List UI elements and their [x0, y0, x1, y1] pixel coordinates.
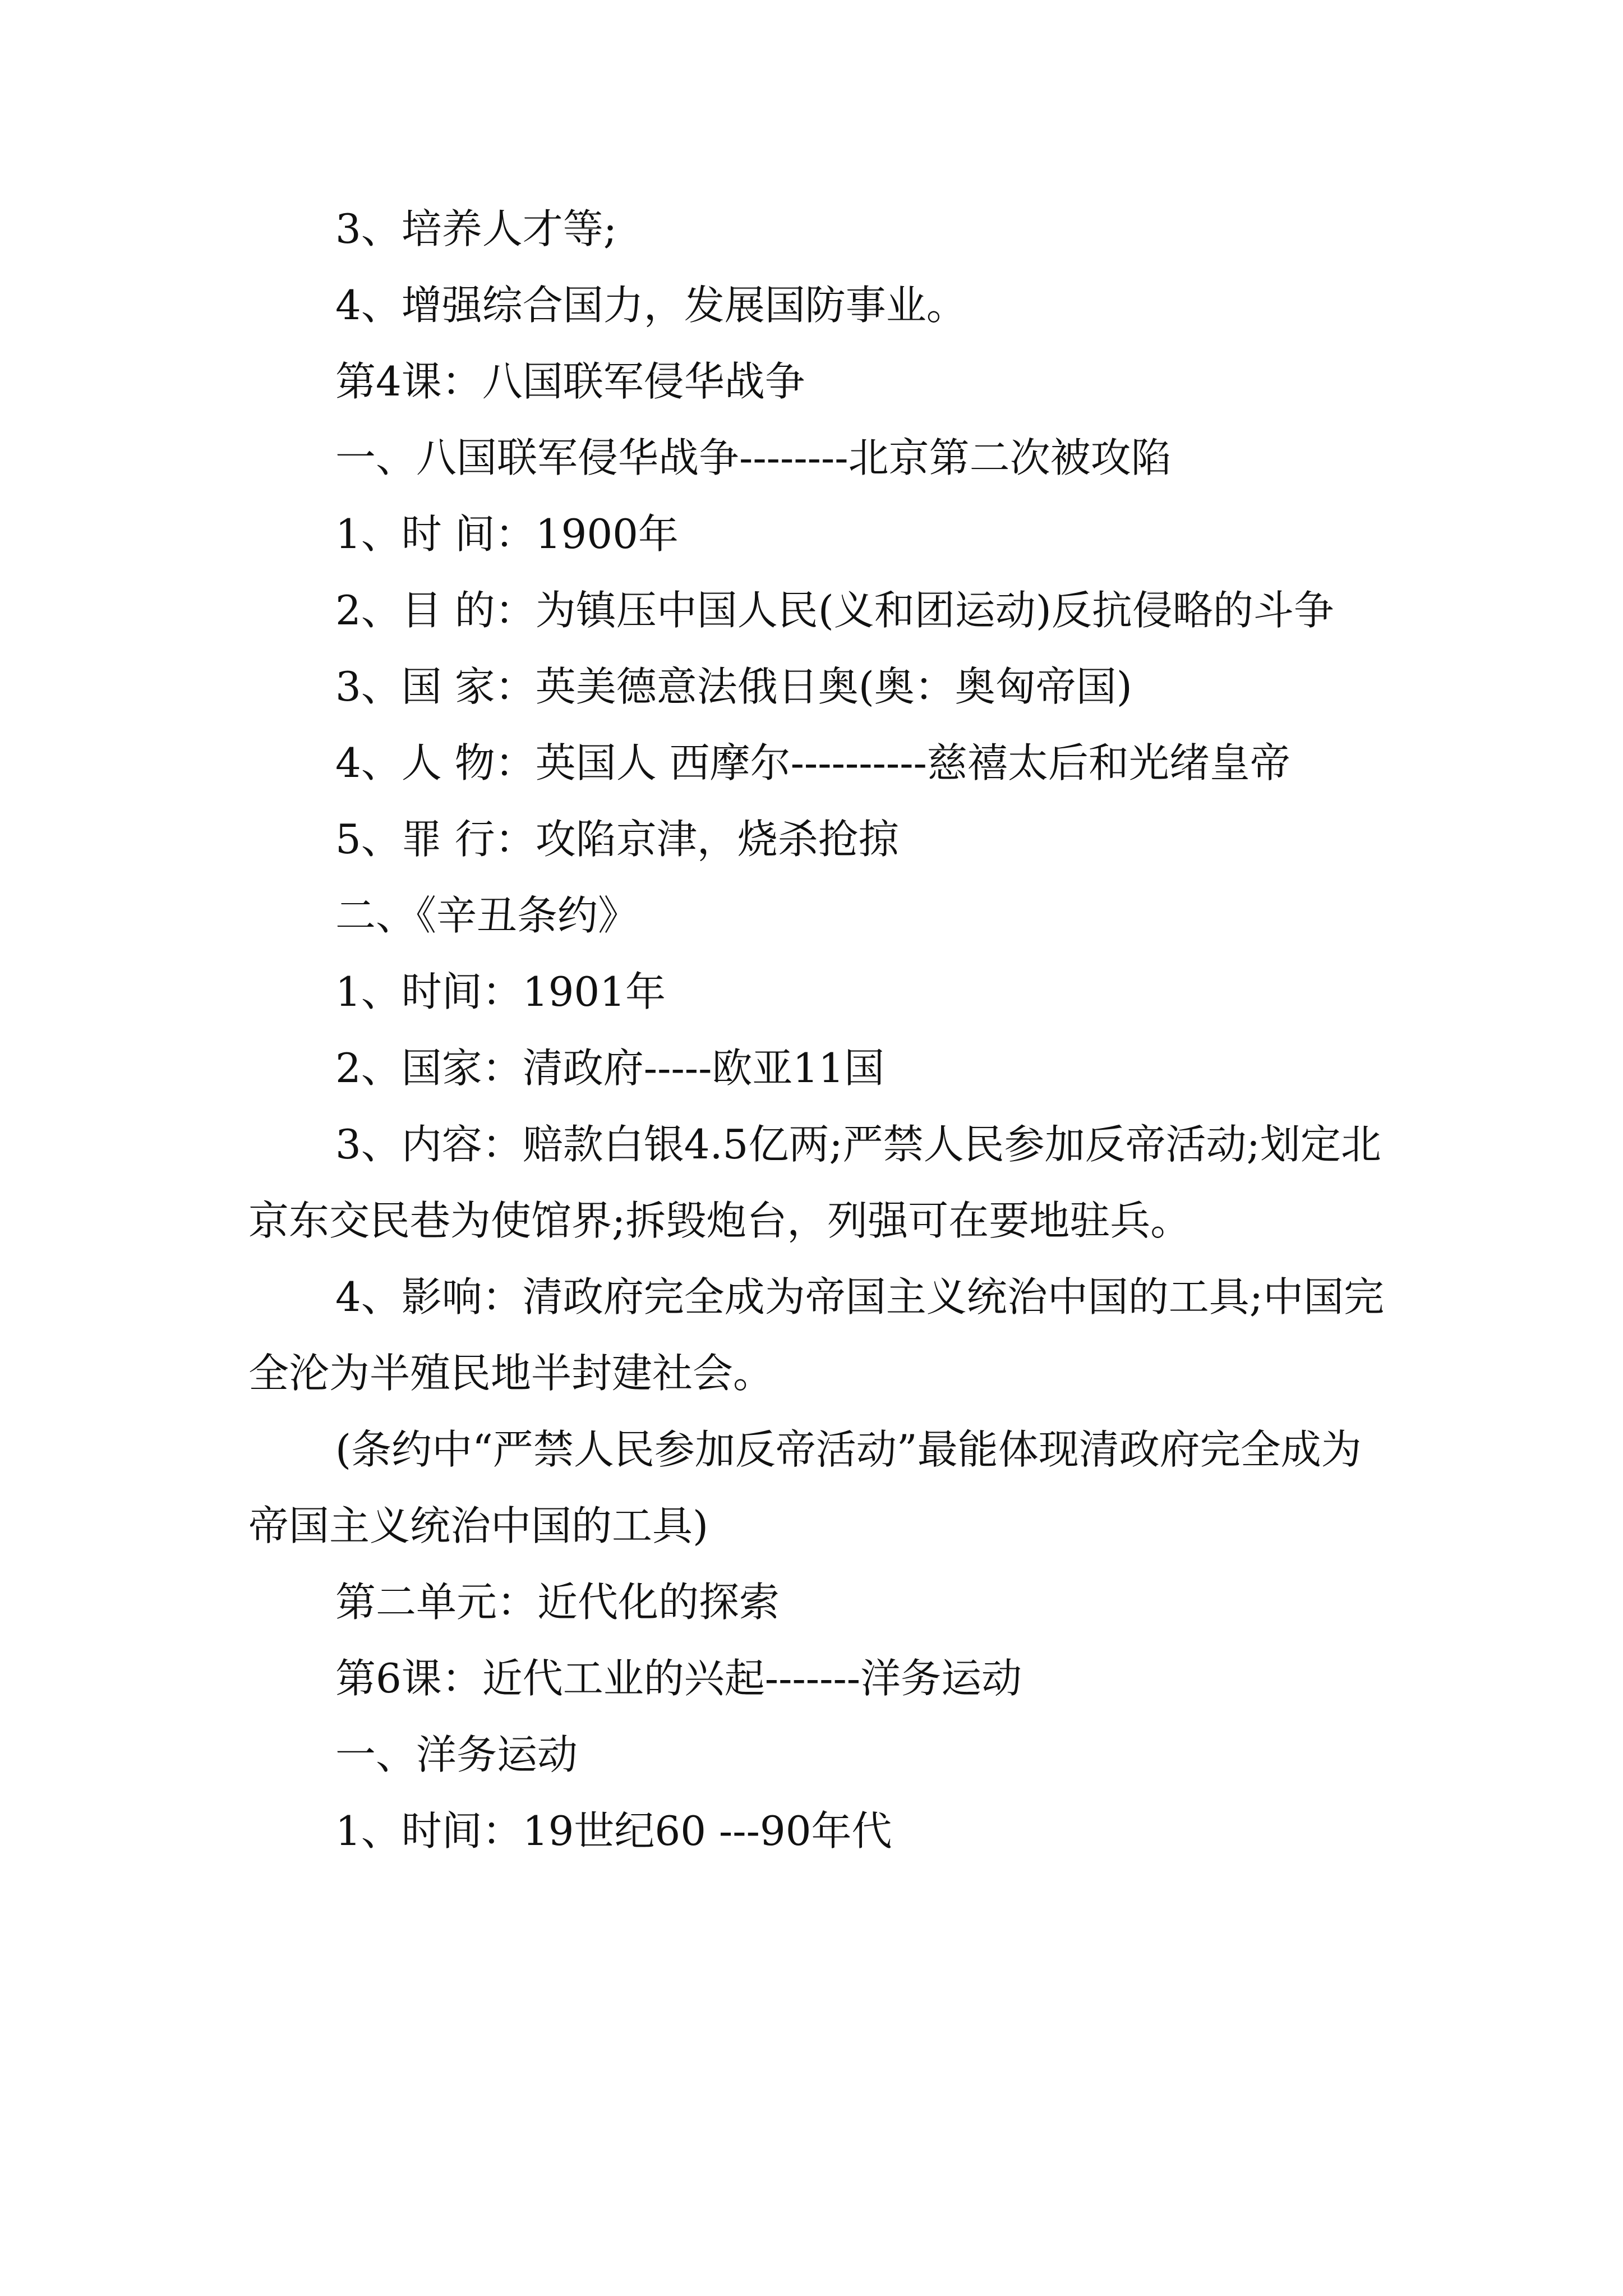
paragraph: 4、影响：清政府完全成为帝国主义统治中国的工具;中国完全沦为半殖民地半封建社会。 [248, 1273, 1385, 1397]
paragraph: (条约中“严禁人民参加反帝活动”最能体现清政府完全成为帝国主义统治中国的工具) [248, 1426, 1362, 1549]
lesson-heading: 第6课：近代工业的兴起-------洋务运动 [335, 1655, 1022, 1702]
paragraph: 1、时 间：1900年 [335, 510, 679, 558]
paragraph: 5、罪 行：攻陷京津，烧杀抢掠 [335, 816, 899, 863]
paragraph: 2、国家：清政府-----欧亚11国 [335, 1045, 885, 1092]
paragraph: 1、时间：19世纪60 ---90年代 [335, 1807, 892, 1855]
paragraph: 4、人 物：英国人 西摩尔----------慈禧太后和光绪皇帝 [335, 739, 1290, 786]
paragraph: 3、培养人才等; [335, 205, 617, 252]
paragraph: 4、增强综合国力，发展国防事业。 [335, 282, 967, 329]
paragraph: 2、目 的：为镇压中国人民(义和团运动)反抗侵略的斗争 [335, 587, 1334, 634]
document-body [248, 191, 1398, 1869]
paragraph: 3、国 家：英美德意法俄日奥(奥：奥匈帝国) [335, 663, 1132, 710]
section-heading: 一、八国联军侵华战争--------北京第二次被攻陷 [335, 434, 1172, 481]
unit-heading: 第二单元：近代化的探索 [335, 1579, 780, 1626]
section-heading: 二、《辛丑条约》 [335, 892, 639, 939]
paragraph: 1、时间：1901年 [335, 968, 666, 1015]
paragraph: 3、内容：赔款白银4.5亿两;严禁人民参加反帝活动;划定北京东交民巷为使馆界;拆毁炮台，列强可在要地驻兵。 [248, 1121, 1381, 1244]
section-heading: 一、洋务运动 [335, 1731, 578, 1778]
lesson-heading: 第4课：八国联军侵华战争 [335, 358, 805, 405]
